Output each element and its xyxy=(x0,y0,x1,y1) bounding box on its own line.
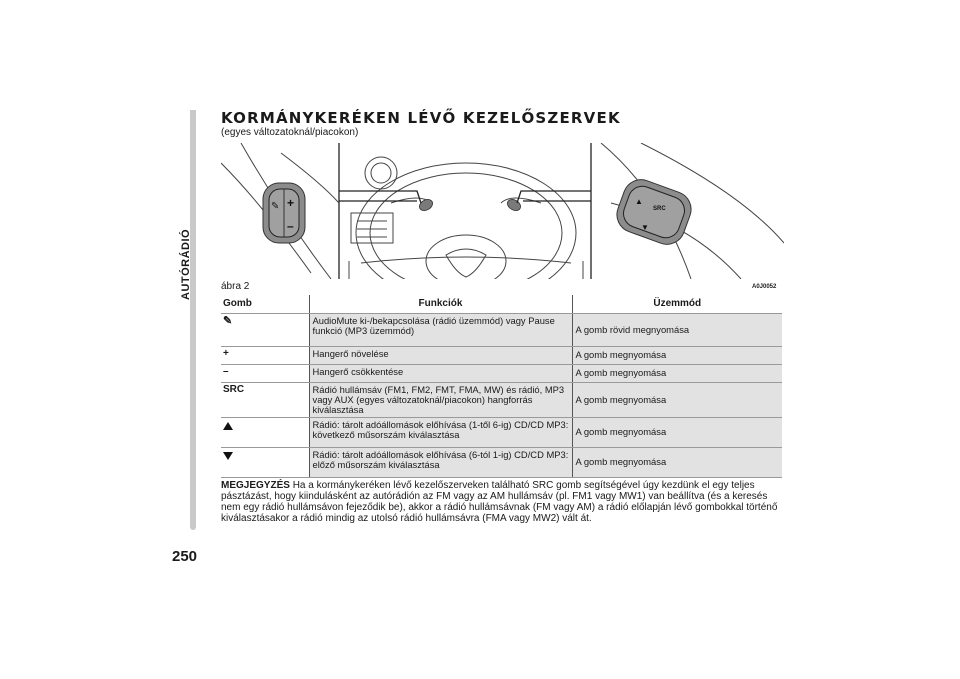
left-plus-label: + xyxy=(287,196,295,210)
table-row xyxy=(221,313,782,346)
table-function-cell: Rádió hullámsáv (FM1, FM2, FMT, FMA, MW) és rádió, MP3 vagy AUX (egyes változatoknál/piacokon) hangforrás kiválasztása xyxy=(309,382,572,417)
table-function-cell: Rádió: tárolt adóállomások előhívása (1-től 6-ig) CD/CD MP3: következő műsorszám kiválasztása xyxy=(309,417,572,447)
table-key-cell: + xyxy=(221,346,309,364)
center-view xyxy=(339,143,591,279)
right-zoom-panel xyxy=(601,143,784,279)
controls-table xyxy=(221,295,782,478)
right-down-icon: ▼ xyxy=(641,223,649,232)
left-zoom-panel xyxy=(221,143,339,279)
right-src-label: SRC xyxy=(653,206,666,212)
table-key-cell xyxy=(221,417,309,447)
arrow-down-icon xyxy=(223,452,233,460)
table-header-row xyxy=(221,295,782,313)
page-number: 250 xyxy=(172,548,198,565)
table-function-cell: AudioMute ki-/bekapcsolása (rádió üzemmód) vagy Pause funkció (MP3 üzemmód) xyxy=(309,313,572,346)
steering-wheel-figure xyxy=(221,143,784,279)
table-key-cell: SRC xyxy=(221,382,309,417)
table-row xyxy=(221,364,782,382)
right-up-icon: ▲ xyxy=(635,197,643,206)
arrow-up-icon xyxy=(223,422,233,430)
section-title: KORMÁNYKERÉKEN LÉVŐ KEZELŐSZERVEK xyxy=(221,109,621,127)
table-function-cell: Hangerő növelése xyxy=(309,346,572,364)
table-row xyxy=(221,447,782,477)
mute-icon: ✎ xyxy=(223,314,233,327)
left-minus-label: – xyxy=(287,219,294,233)
table-mode-cell: A gomb megnyomása xyxy=(572,346,782,364)
callout-lines xyxy=(339,191,591,203)
table-key-cell xyxy=(221,447,309,477)
table-function-cell: Hangerő csökkentése xyxy=(309,364,572,382)
table-mode-cell: A gomb megnyomása xyxy=(572,417,782,447)
table-row xyxy=(221,346,782,364)
table-key-cell xyxy=(221,313,309,346)
chapter-tab-bar xyxy=(190,110,196,530)
steering-wheel-illustration xyxy=(221,143,784,279)
table-mode-cell: A gomb megnyomása xyxy=(572,447,782,477)
mute-icon: ✎ xyxy=(271,201,280,212)
header-mode: Üzemmód xyxy=(572,295,782,313)
table-function-cell: Rádió: tárolt adóállomások előhívása (6-tól 1-ig) CD/CD MP3: előző műsorszám kiválasztása xyxy=(309,447,572,477)
section-subtitle: (egyes változatoknál/piacokon) xyxy=(221,127,359,138)
chapter-tab xyxy=(144,110,198,570)
table-mode-cell: A gomb megnyomása xyxy=(572,364,782,382)
figure-caption: ábra 2 xyxy=(221,281,250,292)
note-label: MEGJEGYZÉS xyxy=(221,480,290,491)
table-mode-cell: A gomb rövid megnyomása xyxy=(572,313,782,346)
figure-code: A0J0052 xyxy=(752,284,777,290)
table-row xyxy=(221,417,782,447)
table-mode-cell: A gomb megnyomása xyxy=(572,382,782,417)
header-functions: Funkciók xyxy=(309,295,572,313)
note-text: Ha a kormánykeréken lévő kezelőszerveken található SRC gomb segítségével úgy kezdünk el egy teljes pásztázást, hogy kiindulásként az autórádión az FM vagy az AM hullámsáv (pl. FM1 vagy MW1) van beállítva (és a keresés nem egy rádió hullámsávon fejeződik be), akkor a rádió hullámsávnak (FM vagy AM) a rádió előlapján lévő gombokkal történő kiválasztásakor a rádió mindig az utolsó rádió hullámsávra (FMA vagy MW2) vált át. xyxy=(221,480,778,524)
table-row xyxy=(221,382,782,417)
note-paragraph xyxy=(221,480,783,524)
header-button: Gomb xyxy=(221,295,309,313)
table-key-cell: – xyxy=(221,364,309,382)
chapter-label: AUTÓRÁDIÓ xyxy=(180,228,192,300)
